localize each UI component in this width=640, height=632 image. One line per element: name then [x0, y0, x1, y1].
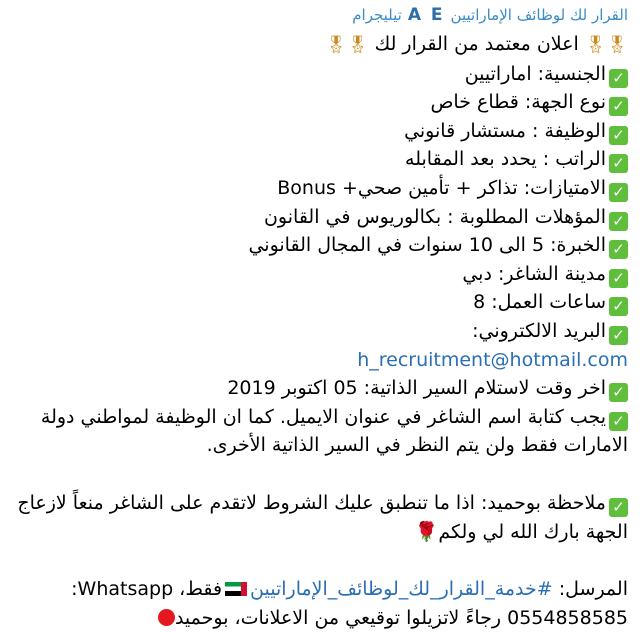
- military-medal-icon: 🎖: [346, 35, 369, 55]
- remark-line: [10, 489, 628, 546]
- message-body: [10, 30, 628, 632]
- blank-line: [10, 460, 628, 489]
- military-medal-icon: 🎖: [606, 35, 628, 55]
- detail-line: [10, 88, 628, 117]
- channel-logo: A E: [407, 5, 445, 25]
- detail-line: [10, 231, 628, 260]
- detail-line: [10, 117, 628, 146]
- check-mark-icon: ✓: [609, 154, 628, 173]
- detail-line: [10, 317, 628, 346]
- military-medal-icon: 🎖: [584, 35, 607, 55]
- detail-line: [10, 60, 628, 89]
- check-mark-icon: ✓: [609, 69, 628, 88]
- subject-note-text: يجب كتابة اسم الشاغر في عنوان الايميل. كما ان الوظيفة لمواطني دولة الامارات فقط ولن يتم النظر في السير الذاتية الأخرى.: [40, 405, 628, 457]
- rose-icon: 🌹: [414, 520, 439, 543]
- uae-flag-icon: [225, 582, 247, 596]
- job-title-text: الوظيفة : مستشار قانوني: [404, 119, 606, 142]
- check-mark-icon: ✓: [609, 183, 628, 202]
- city-text: مدينة الشاغر: دبي: [462, 262, 606, 285]
- qualifications-text: المؤهلات المطلوبة : بكالوريوس في القانون: [263, 205, 606, 228]
- deadline-line: [10, 374, 628, 403]
- military-medal-icon: 🎖: [325, 35, 347, 55]
- email-label-text: البريد الالكتروني:: [472, 319, 606, 342]
- sender-hashtag-link[interactable]: #خدمة_القرار_لك_لوظائف_الإماراتيين: [250, 578, 553, 601]
- check-mark-icon: ✓: [609, 97, 628, 116]
- channel-name[interactable]: القرار لك لوظائف الإماراتيين: [450, 6, 628, 24]
- detail-line: [10, 174, 628, 203]
- employer-type-text: نوع الجهة: قطاع خاص: [430, 91, 606, 114]
- nationality-text: الجنسية: اماراتيين: [464, 62, 606, 85]
- salary-text: الراتب : يحدد بعد المقابله: [405, 148, 606, 171]
- detail-line: [10, 288, 628, 317]
- check-mark-icon: ✓: [609, 498, 628, 517]
- check-mark-icon: ✓: [609, 212, 628, 231]
- subject-note-line: [10, 403, 628, 460]
- header-text: اعلان معتمد من القرار لك: [374, 33, 579, 55]
- sender-line: [10, 575, 628, 604]
- email-link[interactable]: h_recruitment@hotmail.com: [357, 348, 628, 371]
- benefits-text: الامتيازات: تذاكر + تأمين صحي+ Bonus: [277, 176, 606, 199]
- check-mark-icon: ✓: [609, 126, 628, 145]
- sender-suffix: فقط، Whatsapp:: [71, 578, 223, 601]
- channel-subtitle: تيليجرام: [352, 6, 402, 24]
- announcement-header: [10, 30, 628, 60]
- hours-text: ساعات العمل: 8: [473, 291, 606, 314]
- channel-header[interactable]: [10, 0, 628, 30]
- detail-line: [10, 260, 628, 289]
- blank-line: [10, 546, 628, 575]
- check-mark-icon: ✓: [609, 383, 628, 402]
- check-mark-icon: ✓: [609, 297, 628, 316]
- detail-line: [10, 145, 628, 174]
- phone-text: 0554858585 رجاءً لاتزيلوا توقيعي من الاعلانات، بوحميد: [174, 606, 628, 629]
- experience-text: الخبرة: 5 الى 10 سنوات في المجال القانوني: [248, 234, 606, 257]
- check-mark-icon: ✓: [609, 412, 628, 431]
- check-mark-icon: ✓: [609, 269, 628, 288]
- sender-label: المرسل:: [552, 578, 628, 601]
- deadline-text: اخر وقت لاستلام السير الذاتية: 05 اكتوبر 2019: [227, 377, 606, 400]
- remark-text: ملاحظة بوحميد: اذا ما تنطبق عليك الشروط لاتقدم على الشاغر منعاً لازعاج الجهة بارك الله لي ولكم: [17, 491, 628, 543]
- check-mark-icon: ✓: [609, 326, 628, 345]
- phone-line: [10, 604, 628, 632]
- red-circle-icon: [158, 609, 175, 626]
- check-mark-icon: ✓: [609, 240, 628, 259]
- detail-line: [10, 203, 628, 232]
